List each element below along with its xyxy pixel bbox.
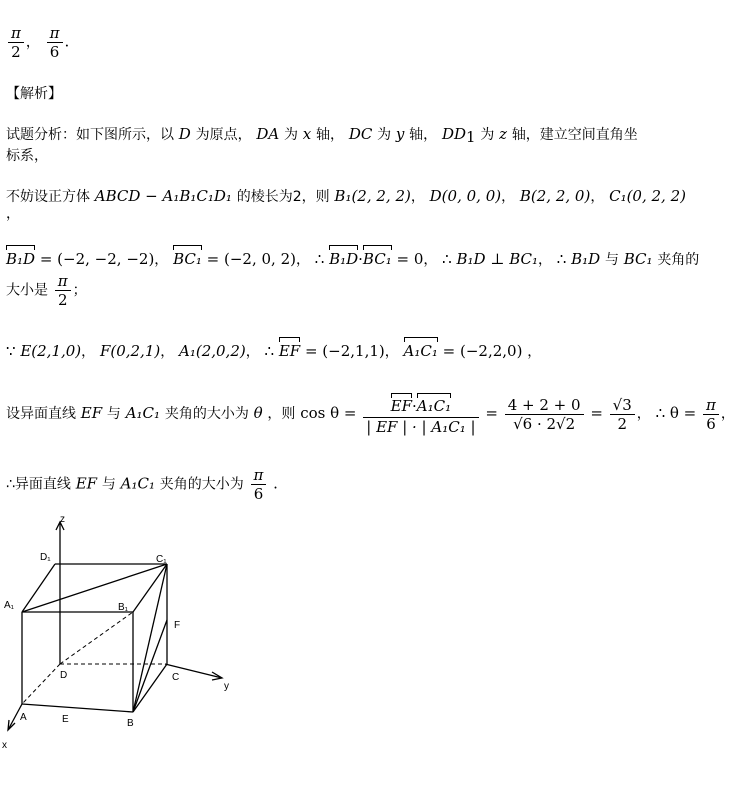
label-x: x	[2, 740, 7, 751]
x-arrow	[8, 720, 15, 730]
analysis-line-1: 试题分析：如下图所示，以 D 为原点， DA 为 x 轴， DC 为 y 轴， $DD_1$ 为 z 轴，建立空间直角坐	[6, 125, 638, 146]
conclusion-line: ∴异面直线 EF 与 A₁C₁ 夹角的大小为 $\frac{\pi}{6}$ .	[6, 466, 278, 503]
answer-frac-1: $\frac{\pi}{2}$	[8, 24, 24, 61]
label-C: C	[172, 672, 180, 683]
answer-frac-2: $\frac{\pi}{6}$	[47, 24, 63, 61]
label-D1: D₁	[40, 552, 51, 563]
label-D: D	[60, 670, 68, 681]
label-B1: B₁	[118, 602, 129, 613]
diagonal-A1C1	[22, 564, 167, 612]
vectors-line-1: B₁D = (−2, −2, −2)， BC₁ = (−2, 0, 2)， ∴ B₁D·BC₁ = 0， ∴ B₁D ⊥ BC₁， ∴ B₁D 与 BC₁ 夹角的	[6, 244, 699, 270]
setup-line: 不妨设正方体 ABCD − A₁B₁C₁D₁ 的棱长为2，则 B₁(2, 2, 2)， D(0, 0, 0)， B(2, 2, 0)， C₁(0, 2, 2)	[6, 187, 686, 205]
vectors-line-1b: 大小是 $\frac{\pi}{2}$ ；	[6, 272, 87, 309]
label-A: A	[20, 712, 27, 723]
diagonal-BC1	[133, 564, 167, 712]
cos-frac: $\frac{\text{EF·A₁C₁}}{\text{| EF | · | A₁C₁ |}}$	[363, 392, 478, 436]
label-z: z	[60, 514, 65, 525]
hidden-DA	[22, 664, 60, 704]
vectors-line-2: ∵ E(2,1,0)， F(0,2,1)， A₁(2,0,2)， ∴ EF = (−2,1,1)， A₁C₁ = (−2,2,0) ，	[6, 336, 541, 362]
label-B: B	[127, 718, 134, 729]
edge-D1A1	[22, 564, 55, 612]
cosine-line: 设异面直线 EF 与 A₁C₁ 夹角的大小为 θ ，则 cos θ = $\frac{\text{EF·A₁C₁}}{\text{| EF | · | A₁C₁ |}}$ = $\frac{4 + 2 + 0}{√6 \cdot 2√2}$ = $\frac{√3}{2}$ ， ∴ θ = $\frac{\pi}{6}$ ，	[6, 392, 735, 436]
setup-wrap: ，	[6, 206, 20, 222]
edge-AB	[22, 704, 133, 712]
section-title: 【解析】	[6, 86, 62, 102]
analysis-line-2: 标系，	[6, 148, 48, 164]
label-E: E	[62, 714, 69, 725]
label-A1: A₁	[4, 600, 15, 611]
hidden-DB1	[60, 612, 133, 664]
cube-figure	[0, 508, 260, 788]
segment-BF	[133, 620, 167, 712]
label-y: y	[224, 681, 229, 692]
answer-line: $\frac{\pi}{2}$ ， $\frac{\pi}{6}$ .	[6, 24, 69, 61]
label-F: F	[174, 620, 181, 631]
label-C1: C₁	[156, 554, 167, 565]
